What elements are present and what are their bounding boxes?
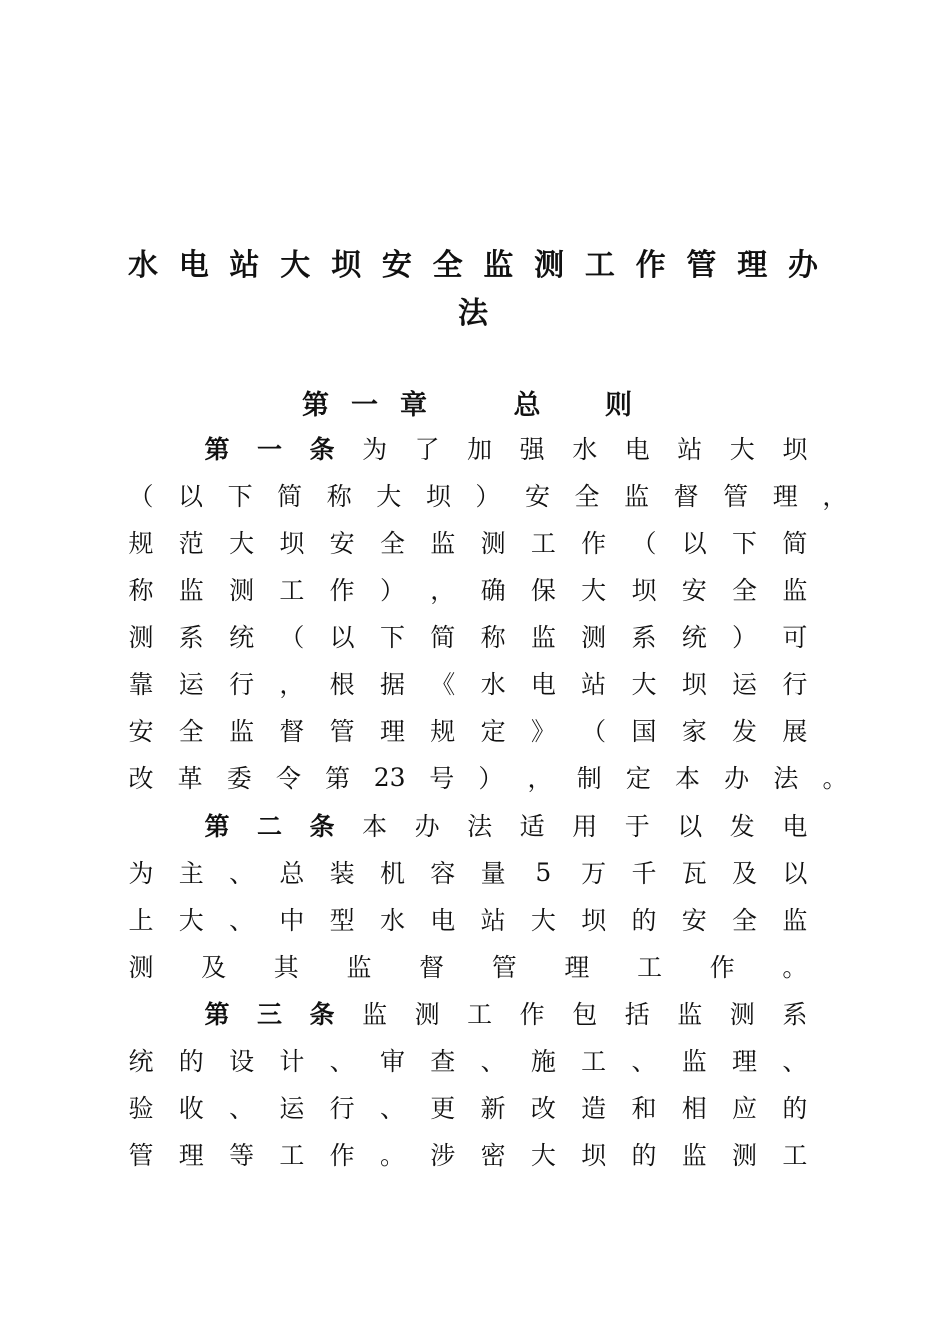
article-label-char: 三 (257, 1000, 283, 1029)
article-label-char: 条 (309, 812, 335, 841)
text-char: 国 (631, 717, 657, 746)
text-char: 适 (519, 812, 545, 841)
article-label-char: 第 (204, 1000, 230, 1029)
text-char: 测 (229, 576, 255, 605)
text-char: 括 (624, 1000, 650, 1029)
text-char: 全 (379, 529, 405, 558)
article-line (128, 1043, 808, 1077)
text-char: 系 (782, 1000, 808, 1029)
text-char: 督 (419, 953, 445, 982)
text-char: 系 (631, 623, 657, 652)
text-char: 令 (275, 764, 301, 793)
chapter-word-1: 总 (513, 390, 541, 421)
text-char: 电 (624, 435, 650, 464)
article-line (128, 1090, 808, 1124)
text-char: 发 (732, 717, 758, 746)
text-char: 计 (279, 1047, 305, 1076)
text-char: 大 (581, 576, 607, 605)
text-char: 坝 (631, 576, 657, 605)
text-char: 工 (637, 953, 663, 982)
text-char: 定 (625, 764, 651, 793)
article-label-char: 二 (257, 812, 283, 841)
text-char: 中 (279, 906, 305, 935)
text-char: 加 (467, 435, 493, 464)
text-char: 称 (480, 623, 506, 652)
text-char: 大 (376, 482, 402, 511)
article-line (128, 619, 808, 653)
text-char: 运 (279, 1094, 305, 1123)
text-char: 监 (681, 1047, 707, 1076)
text-char: 行 (229, 670, 255, 699)
text-char: 坝 (581, 1141, 607, 1170)
article-label-char: 一 (257, 435, 283, 464)
text-char: 简 (782, 529, 808, 558)
text-char: 管 (491, 953, 517, 982)
text-char: 安 (329, 529, 355, 558)
text-char: 全 (732, 576, 758, 605)
text-char: 确 (480, 576, 506, 605)
text-char: 行 (329, 1094, 355, 1123)
article-line (128, 949, 808, 983)
text-char: 水 (379, 906, 405, 935)
title-char: 全 (432, 248, 463, 283)
text-char: 作 (581, 529, 607, 558)
text-char: 更 (430, 1094, 456, 1123)
article-line (128, 666, 808, 700)
text-char: 工 (467, 1000, 493, 1029)
text-char: 规 (430, 717, 456, 746)
text-char: 统 (229, 623, 255, 652)
text-char: 家 (681, 717, 707, 746)
text-char: （ (581, 717, 607, 746)
text-char: 验 (128, 1094, 154, 1123)
text-char: 简 (277, 482, 303, 511)
article-label-char: 条 (309, 1000, 335, 1029)
text-char: （ (279, 623, 305, 652)
article-first-line (204, 996, 808, 1030)
text-char: 测 (128, 623, 154, 652)
title-char: 安 (381, 248, 412, 283)
text-char: 办 (724, 764, 750, 793)
text-char: 监 (782, 576, 808, 605)
text-char: 据 (379, 670, 405, 699)
text-char: 上 (128, 906, 154, 935)
text-char: 统 (681, 623, 707, 652)
article-label-char: 第 (204, 435, 230, 464)
title-char: 管 (686, 248, 717, 283)
text-char: 测 (480, 529, 506, 558)
text-char: 造 (581, 1094, 607, 1123)
text-char: 改 (128, 764, 154, 793)
text-char: 展 (782, 717, 808, 746)
text-char: 大 (631, 670, 657, 699)
text-char: 《 (430, 670, 456, 699)
text-char: 发 (729, 812, 755, 841)
text-char: 测 (581, 623, 607, 652)
text-char: 以 (178, 482, 204, 511)
text-char: 主 (178, 859, 204, 888)
text-char: 应 (732, 1094, 758, 1123)
text-char: 和 (631, 1094, 657, 1123)
text-char: 站 (480, 906, 506, 935)
text-char: ） (478, 764, 504, 793)
article-line (128, 902, 808, 936)
text-char: 瓦 (681, 859, 707, 888)
text-char: 运 (732, 670, 758, 699)
text-char: 站 (677, 435, 703, 464)
text-char: 电 (782, 812, 808, 841)
text-char: 大 (530, 1141, 556, 1170)
text-char: 电 (530, 670, 556, 699)
text-char: 法 (773, 764, 799, 793)
text-char: 全 (178, 717, 204, 746)
text-char: 。 (822, 764, 848, 793)
text-char: 的 (631, 906, 657, 935)
text-char: 涉 (430, 1141, 456, 1170)
article-first-line (204, 431, 808, 465)
title-char: 测 (534, 248, 565, 283)
chapter-word-2: 则 (605, 390, 632, 421)
text-char: 万 (581, 859, 607, 888)
text-char: ） (379, 576, 405, 605)
text-char: 5 (535, 857, 552, 887)
text-char: 大 (729, 435, 755, 464)
text-char: （ (631, 529, 657, 558)
text-char: 作 (709, 953, 735, 982)
text-char: 测 (414, 1000, 440, 1029)
title-char: 站 (229, 248, 260, 283)
text-char: 测 (128, 953, 154, 982)
text-char: 理 (379, 717, 405, 746)
article-line (128, 478, 848, 512)
text-char: 坝 (681, 670, 707, 699)
text-char: 、 (329, 1047, 355, 1076)
text-char: 、 (229, 859, 255, 888)
text-char: 作 (329, 1141, 355, 1170)
text-char: 监 (229, 717, 255, 746)
text-char: 工 (530, 529, 556, 558)
text-char: 了 (414, 435, 440, 464)
article-label-char: 第 (204, 812, 230, 841)
text-char: 、 (379, 1094, 405, 1123)
text-char: ， (527, 764, 553, 793)
text-char: 工 (279, 576, 305, 605)
chapter-heading (302, 383, 632, 422)
text-char: 安 (681, 906, 707, 935)
text-char: 第 (325, 764, 351, 793)
text-char: 为 (128, 859, 154, 888)
text-char: 量 (480, 859, 506, 888)
text-char: 管 (128, 1141, 154, 1170)
text-char: 以 (677, 812, 703, 841)
text-char: 、 (229, 1094, 255, 1123)
text-char: ， (279, 670, 305, 699)
text-char: 本 (675, 764, 701, 793)
text-char: 坝 (782, 435, 808, 464)
text-char: 革 (177, 764, 203, 793)
title-char: 办 (787, 248, 818, 283)
text-char: 施 (530, 1047, 556, 1076)
text-char: 收 (178, 1094, 204, 1123)
article-line (128, 855, 808, 889)
text-char: 工 (279, 1141, 305, 1170)
text-char: 管 (723, 482, 749, 511)
text-char: 及 (732, 859, 758, 888)
text-char: 及 (201, 953, 227, 982)
text-char: 站 (581, 670, 607, 699)
text-char: 下 (227, 482, 253, 511)
title-char: 监 (483, 248, 514, 283)
text-char: 于 (624, 812, 650, 841)
text-char: 密 (480, 1141, 506, 1170)
text-char: 坝 (581, 906, 607, 935)
text-char: 作 (519, 1000, 545, 1029)
text-char: 理 (732, 1047, 758, 1076)
text-char: 、 (782, 1047, 808, 1076)
text-char: 范 (178, 529, 204, 558)
text-char: 的 (631, 1141, 657, 1170)
text-char: ， (430, 576, 456, 605)
text-char: 监 (362, 1000, 388, 1029)
text-char: 电 (430, 906, 456, 935)
text-char: 监 (530, 623, 556, 652)
text-char: 制 (576, 764, 602, 793)
title-char: 作 (635, 248, 666, 283)
text-char: 机 (379, 859, 405, 888)
text-char: 改 (530, 1094, 556, 1123)
text-char: 监 (624, 482, 650, 511)
text-char: 查 (430, 1047, 456, 1076)
document-title-line-1 (128, 240, 818, 284)
text-char: ） (475, 482, 501, 511)
text-char: 大 (530, 906, 556, 935)
text-char: 安 (524, 482, 550, 511)
article-label-char: 条 (309, 435, 335, 464)
text-char: ） (732, 623, 758, 652)
text-char: 。 (379, 1141, 405, 1170)
text-char: 坝 (425, 482, 451, 511)
article-line (128, 525, 808, 559)
text-char: 的 (178, 1047, 204, 1076)
text-char: 以 (681, 529, 707, 558)
text-char: 监 (178, 576, 204, 605)
text-char: 定 (480, 717, 506, 746)
text-char: 测 (729, 1000, 755, 1029)
text-char: 法 (467, 812, 493, 841)
title-char: 坝 (331, 248, 362, 283)
text-char: 号 (429, 764, 455, 793)
text-char: 下 (732, 529, 758, 558)
text-char: 行 (782, 670, 808, 699)
text-char: 下 (379, 623, 405, 652)
text-char: 型 (329, 906, 355, 935)
text-char: 全 (574, 482, 600, 511)
text-char: 其 (273, 953, 299, 982)
text-char: 作 (329, 576, 355, 605)
text-char: 系 (178, 623, 204, 652)
text-char: 靠 (128, 670, 154, 699)
text-char: 设 (229, 1047, 255, 1076)
text-char: 以 (329, 623, 355, 652)
text-char: 管 (329, 717, 355, 746)
text-char: 工 (581, 1047, 607, 1076)
text-char: 保 (530, 576, 556, 605)
text-char: 坝 (279, 529, 305, 558)
text-char: 规 (128, 529, 154, 558)
text-char: 监 (782, 906, 808, 935)
text-char: 相 (681, 1094, 707, 1123)
text-char: 包 (572, 1000, 598, 1029)
title-char: 工 (584, 248, 615, 283)
text-char: 简 (430, 623, 456, 652)
text-char: 审 (379, 1047, 405, 1076)
text-char: 新 (480, 1094, 506, 1123)
text-char: 测 (732, 1141, 758, 1170)
text-char: 称 (128, 576, 154, 605)
text-char: 督 (673, 482, 699, 511)
text-char: （ (128, 482, 154, 511)
article-line (128, 713, 808, 747)
text-char: 千 (631, 859, 657, 888)
title-char: 电 (178, 248, 209, 283)
chapter-number: 第一章 (302, 390, 449, 421)
text-char: 统 (128, 1047, 154, 1076)
text-char: 用 (572, 812, 598, 841)
text-char: 委 (226, 764, 252, 793)
text-char: 、 (631, 1047, 657, 1076)
text-char: 理 (772, 482, 798, 511)
text-char: 、 (229, 906, 255, 935)
text-char: 水 (480, 670, 506, 699)
title-char: 大 (280, 248, 311, 283)
text-char: 称 (326, 482, 352, 511)
text-char: 大 (178, 906, 204, 935)
text-char: 监 (430, 529, 456, 558)
title-char: 水 (128, 248, 158, 283)
text-char: 等 (229, 1141, 255, 1170)
text-char: 装 (329, 859, 355, 888)
article-line (128, 1137, 808, 1171)
text-char: 23 (373, 762, 406, 792)
text-char: 办 (414, 812, 440, 841)
text-char: 大 (229, 529, 255, 558)
text-char: 运 (178, 670, 204, 699)
text-char: 全 (732, 906, 758, 935)
text-char: 安 (128, 717, 154, 746)
text-char: 强 (519, 435, 545, 464)
text-char: 监 (681, 1141, 707, 1170)
text-char: 的 (782, 1094, 808, 1123)
article-line (128, 572, 808, 606)
text-char: 》 (530, 717, 556, 746)
text-char: 督 (279, 717, 305, 746)
article-first-line (204, 808, 808, 842)
text-char: 、 (480, 1047, 506, 1076)
text-char: 容 (430, 859, 456, 888)
text-char: 理 (564, 953, 590, 982)
text-char: 为 (362, 435, 388, 464)
text-char: 本 (362, 812, 388, 841)
text-char: 总 (279, 859, 305, 888)
text-char: 安 (681, 576, 707, 605)
title-char: 理 (737, 248, 768, 283)
text-char: 根 (329, 670, 355, 699)
text-char: 水 (572, 435, 598, 464)
text-char: 理 (178, 1141, 204, 1170)
text-char: ， (822, 482, 848, 511)
text-char: 监 (677, 1000, 703, 1029)
document-title-line-2: 法 (458, 296, 488, 331)
text-char: 。 (782, 953, 808, 982)
text-char: 监 (346, 953, 372, 982)
text-char: 可 (782, 623, 808, 652)
text-char: 以 (782, 859, 808, 888)
text-char: 工 (782, 1141, 808, 1170)
article-line (128, 760, 848, 794)
